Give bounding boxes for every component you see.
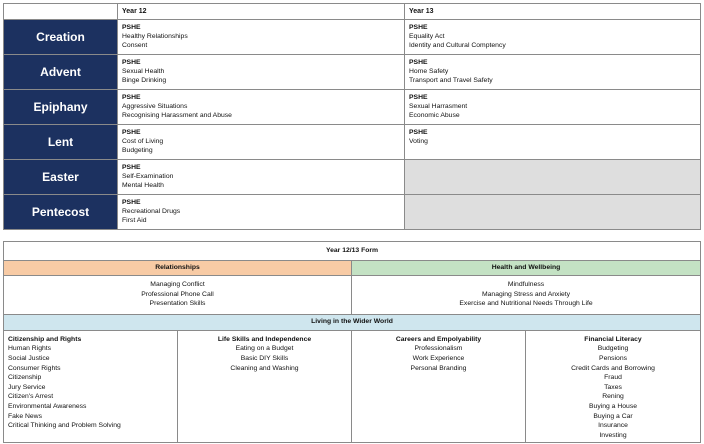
health-wellbeing-list (352, 276, 701, 315)
column-title: Financial Literacy (584, 335, 642, 343)
term-label: Easter (4, 160, 118, 195)
financial-literacy-column (526, 330, 701, 443)
topic: Self-Examination (122, 173, 174, 180)
year12-cell (118, 125, 405, 160)
subject-label: PSHE (409, 24, 428, 31)
year13-empty-cell (405, 195, 701, 230)
subject-label: PSHE (122, 199, 141, 206)
list-item: Buying a House (589, 402, 638, 410)
subject-label: PSHE (409, 129, 428, 136)
calendar-row-creation (4, 20, 701, 55)
header-blank-cell (4, 4, 118, 20)
subject-label: PSHE (122, 94, 141, 101)
list-item: Work Experience (412, 354, 465, 362)
list-item: Citizenship (8, 374, 42, 382)
calendar-row-advent (4, 55, 701, 90)
topic: Equality Act (409, 33, 445, 40)
topic: Budgeting (122, 147, 153, 154)
list-item: Rening (602, 393, 624, 401)
subject-label: PSHE (122, 129, 141, 136)
list-item: Taxes (604, 383, 622, 391)
year12-header: Year 12 (118, 4, 405, 20)
list-item: Mindfulness (507, 281, 545, 288)
subject-label: PSHE (122, 24, 141, 31)
calendar-row-lent (4, 125, 701, 160)
list-item: Jury Service (8, 383, 46, 391)
topic: Sexual Harrasment (409, 103, 468, 110)
list-item: Budgeting (597, 345, 629, 353)
relationships-list (4, 276, 352, 315)
topic: Binge Drinking (122, 77, 167, 84)
calendar-row-easter (4, 160, 701, 195)
relationships-heading: Relationships (4, 261, 352, 276)
list-item: Credit Cards and Borrowing (571, 364, 655, 372)
topic: Cost of Living (122, 138, 164, 145)
topic: Transport and Travel Safety (409, 77, 493, 84)
year13-empty-cell (405, 160, 701, 195)
term-label: Pentecost (4, 195, 118, 230)
topic: Identity and Cultural Comptency (409, 42, 506, 49)
column-title: Life Skills and Independence (217, 335, 312, 343)
subject-label: PSHE (122, 59, 141, 66)
term-calendar-table (3, 3, 701, 230)
list-item: Pensions (599, 354, 627, 362)
topic: Recognising Harassment and Abuse (122, 112, 232, 119)
topic: Sexual Health (122, 68, 165, 75)
topic: Recreational Drugs (122, 208, 181, 215)
calendar-row-pentecost (4, 195, 701, 230)
list-item: Managing Conflict (150, 281, 205, 288)
list-item: Citizen's Arrest (8, 393, 54, 401)
list-item: Critical Thinking and Problem Solving (8, 422, 121, 430)
calendar-row-epiphany (4, 90, 701, 125)
term-label: Lent (4, 125, 118, 160)
year12-cell (118, 90, 405, 125)
year12-cell (118, 20, 405, 55)
health-wellbeing-heading: Health and Wellbeing (352, 261, 701, 276)
year12-cell (118, 160, 405, 195)
calendar-header-row (4, 4, 701, 20)
topic: Aggressive Situations (122, 103, 188, 110)
subject-label: PSHE (122, 164, 141, 171)
list-item: Presentation Skills (149, 300, 206, 308)
topic: Economic Abuse (409, 112, 460, 119)
list-item: Basic DIY Skills (240, 354, 289, 362)
topic: Voting (409, 138, 428, 145)
list-item: Human Rights (8, 345, 52, 353)
term-label: Epiphany (4, 90, 118, 125)
year13-cell (405, 20, 701, 55)
list-item: Professionalism (414, 345, 463, 353)
citizenship-column (4, 330, 178, 443)
topic: Healthy Relationships (122, 33, 188, 40)
list-item: Investing (599, 431, 627, 439)
subject-label: PSHE (409, 59, 428, 66)
year12-cell (118, 55, 405, 90)
list-item: Eating on a Budget (235, 345, 294, 353)
column-title: Careers and Empolyability (395, 335, 482, 343)
year13-cell (405, 55, 701, 90)
life-skills-column (178, 330, 352, 443)
topic: Mental Health (122, 182, 164, 189)
topic: Consent (122, 42, 148, 49)
list-item: Environmental Awareness (8, 402, 87, 410)
column-title: Citizenship and Rights (8, 335, 82, 343)
list-item: Managing Stress and Anxiety (481, 290, 571, 298)
list-item: Professional Phone Call (141, 290, 214, 298)
careers-column (352, 330, 526, 443)
year12-cell (118, 195, 405, 230)
list-item: Personal Branding (410, 364, 467, 372)
form-title: Year 12/13 Form (4, 242, 701, 261)
year13-cell (405, 90, 701, 125)
subject-label: PSHE (409, 94, 428, 101)
year13-header: Year 13 (405, 4, 701, 20)
list-item: Cleaning and Washing (230, 364, 299, 372)
list-item: Insurance (598, 422, 628, 430)
wider-world-heading: Living in the Wider World (4, 314, 701, 330)
form-curriculum-table (3, 241, 701, 443)
topic: Home Safety (409, 68, 449, 75)
term-label: Creation (4, 20, 118, 55)
list-item: Social Justice (8, 354, 50, 362)
list-item: Fake News (8, 412, 42, 420)
list-item: Exercise and Nutritional Needs Through Life (459, 300, 593, 308)
topic: First Aid (122, 217, 147, 224)
list-item: Buying a Car (593, 412, 633, 420)
term-label: Advent (4, 55, 118, 90)
list-item: Fraud (604, 374, 622, 382)
year13-cell (405, 125, 701, 160)
list-item: Consumer Rights (8, 364, 61, 372)
